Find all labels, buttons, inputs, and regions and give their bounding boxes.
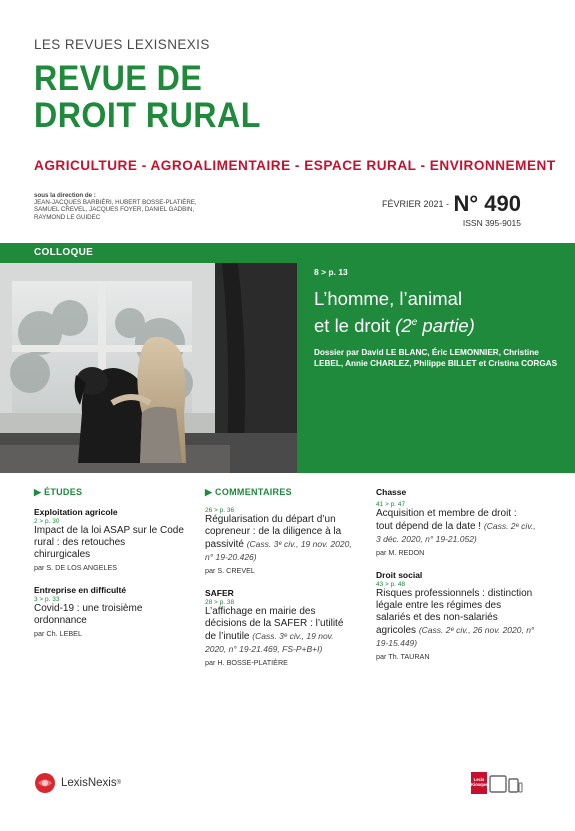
- article-category: Entreprise en difficulté: [34, 585, 127, 595]
- article-ref: 43 > p. 48: [376, 581, 406, 588]
- article-title-text: Régularisation du départ d’un copreneur : de la diligence à la passivité: [205, 514, 342, 550]
- direction-line-3: RAYMOND LE GUIDEC: [34, 213, 101, 221]
- article-citation: (Cass. 3ᵉ civ., 19 nov. 2020, n° 19-21.469, FS-P+B+I): [205, 631, 334, 654]
- list-item[interactable]: [376, 487, 536, 557]
- list-item[interactable]: [205, 507, 355, 575]
- direction-label: sous la direction de :: [34, 192, 96, 199]
- headline-line-1: L’homme, l’animal: [314, 288, 463, 309]
- column-third: [376, 487, 536, 661]
- article-ref: 2 > p. 30: [34, 518, 60, 525]
- lexis-kiosque-badge[interactable]: [471, 772, 523, 794]
- article-title: [376, 588, 536, 650]
- article-author: par M. REDON: [376, 548, 425, 557]
- article-author: par Ch. LEBEL: [34, 629, 82, 638]
- editorial-direction: [34, 192, 234, 221]
- article-title: [205, 514, 355, 564]
- feature-headline[interactable]: [314, 287, 564, 338]
- section-heading-etudes: ▶ ÉTUDES: [34, 487, 83, 497]
- article-ref: 41 > p. 47: [376, 501, 406, 508]
- issue-info: [382, 191, 521, 217]
- list-item[interactable]: [34, 507, 184, 572]
- article-category: Droit social: [376, 570, 423, 580]
- article-citation: (Cass. 2ᵉ civ., 26 nov. 2020, n° 19-15.449): [376, 625, 535, 648]
- article-title-text: Acquisition et membre de droit : tout dépend de la date !: [376, 508, 517, 532]
- article-author: par S. CREVEL: [205, 566, 255, 575]
- lexisnexis-logo-text: LexisNexis: [61, 777, 117, 789]
- feature-authors: Dossier par David LE BLANC, Éric LEMONNIER, Christine LEBEL, Annie CHARLEZ, Philippe BILLET et Cristina CORGAS: [314, 348, 558, 368]
- lexisnexis-logo-icon: [34, 772, 56, 794]
- article-title-text: Risques professionnels : distinction légale entre les régimes des salariés et des non-salariés agricoles: [376, 588, 533, 636]
- headline-text: et le droit: [314, 315, 396, 337]
- kiosque-line-2: Kiosque: [471, 782, 488, 787]
- title-line-2: DROIT RURAL: [34, 96, 261, 135]
- headline-line-2: [314, 311, 564, 338]
- rubric-label: COLLOQUE: [34, 247, 94, 258]
- journal-subtitle: AGRICULTURE - AGROALIMENTAIRE - ESPACE RURAL - ENVIRONNEMENT: [34, 158, 556, 173]
- direction-line-2: SAMUEL CREVEL, JACQUES FOYER, DANIEL GADBIN,: [34, 206, 195, 214]
- article-title: [376, 508, 536, 546]
- list-item[interactable]: [34, 585, 184, 638]
- article-ref: 28 > p. 38: [205, 599, 235, 606]
- article-ref: 3 > p. 33: [34, 596, 60, 603]
- article-title-text: L’affichage en mairie des décisions de la SAFER : l’utilité de l’inutile: [205, 606, 344, 642]
- list-item[interactable]: [205, 588, 355, 667]
- article-author: par S. DE LOS ANGELES: [34, 563, 118, 572]
- journal-title: [34, 60, 261, 134]
- article-category: Chasse: [376, 487, 407, 497]
- article-title: Impact de la loi ASAP sur le Code rural : des retouches chirurgicales: [34, 525, 184, 560]
- headline-italic-end: partie): [417, 315, 475, 337]
- issue-date: FÉVRIER 2021 -: [382, 199, 450, 209]
- article-ref: 26 > p. 36: [205, 507, 235, 514]
- article-category: SAFER: [205, 588, 234, 598]
- title-line-1: REVUE DE: [34, 59, 203, 98]
- column-etudes: [34, 487, 184, 638]
- cover-photo: [0, 263, 297, 473]
- direction-line-1: JEAN-JACQUES BARBIÉRI, HUBERT BOSSE-PLATIÈRE,: [34, 199, 197, 207]
- article-citation: (Cass. 3ᵉ civ., 19 nov. 2020, n° 19-20.426): [205, 539, 352, 562]
- lexisnexis-logo[interactable]: [34, 772, 121, 794]
- article-title: [205, 606, 355, 656]
- headline-superscript: e: [411, 317, 418, 328]
- section-heading-commentaires: ▶ COMMENTAIRES: [205, 487, 292, 497]
- article-author: par Th. TAURAN: [376, 652, 430, 661]
- article-category: Exploitation agricole: [34, 507, 118, 517]
- series-label: LES REVUES LEXISNEXIS: [34, 37, 210, 52]
- devices-icon: [489, 774, 523, 794]
- article-title: Covid-19 : une troisième ordonnance: [34, 603, 143, 626]
- kiosque-line-1: Lexis: [473, 777, 485, 782]
- headline-italic: (2: [395, 315, 412, 337]
- issn: ISSN 395-9015: [462, 218, 521, 228]
- list-item[interactable]: [376, 570, 536, 661]
- feature-page-ref: 8 > p. 13: [314, 267, 348, 277]
- column-commentaires: [205, 487, 355, 667]
- article-author: par H. BOSSE-PLATIÈRE: [205, 658, 288, 667]
- registered-mark: ®: [116, 780, 122, 786]
- article-citation: (Cass. 2ᵉ civ., 3 déc. 2020, n° 19-21.052): [376, 521, 536, 544]
- cover-photo-illustration: [0, 263, 297, 473]
- issue-number: N° 490: [453, 191, 521, 216]
- kiosque-icon: [471, 772, 487, 794]
